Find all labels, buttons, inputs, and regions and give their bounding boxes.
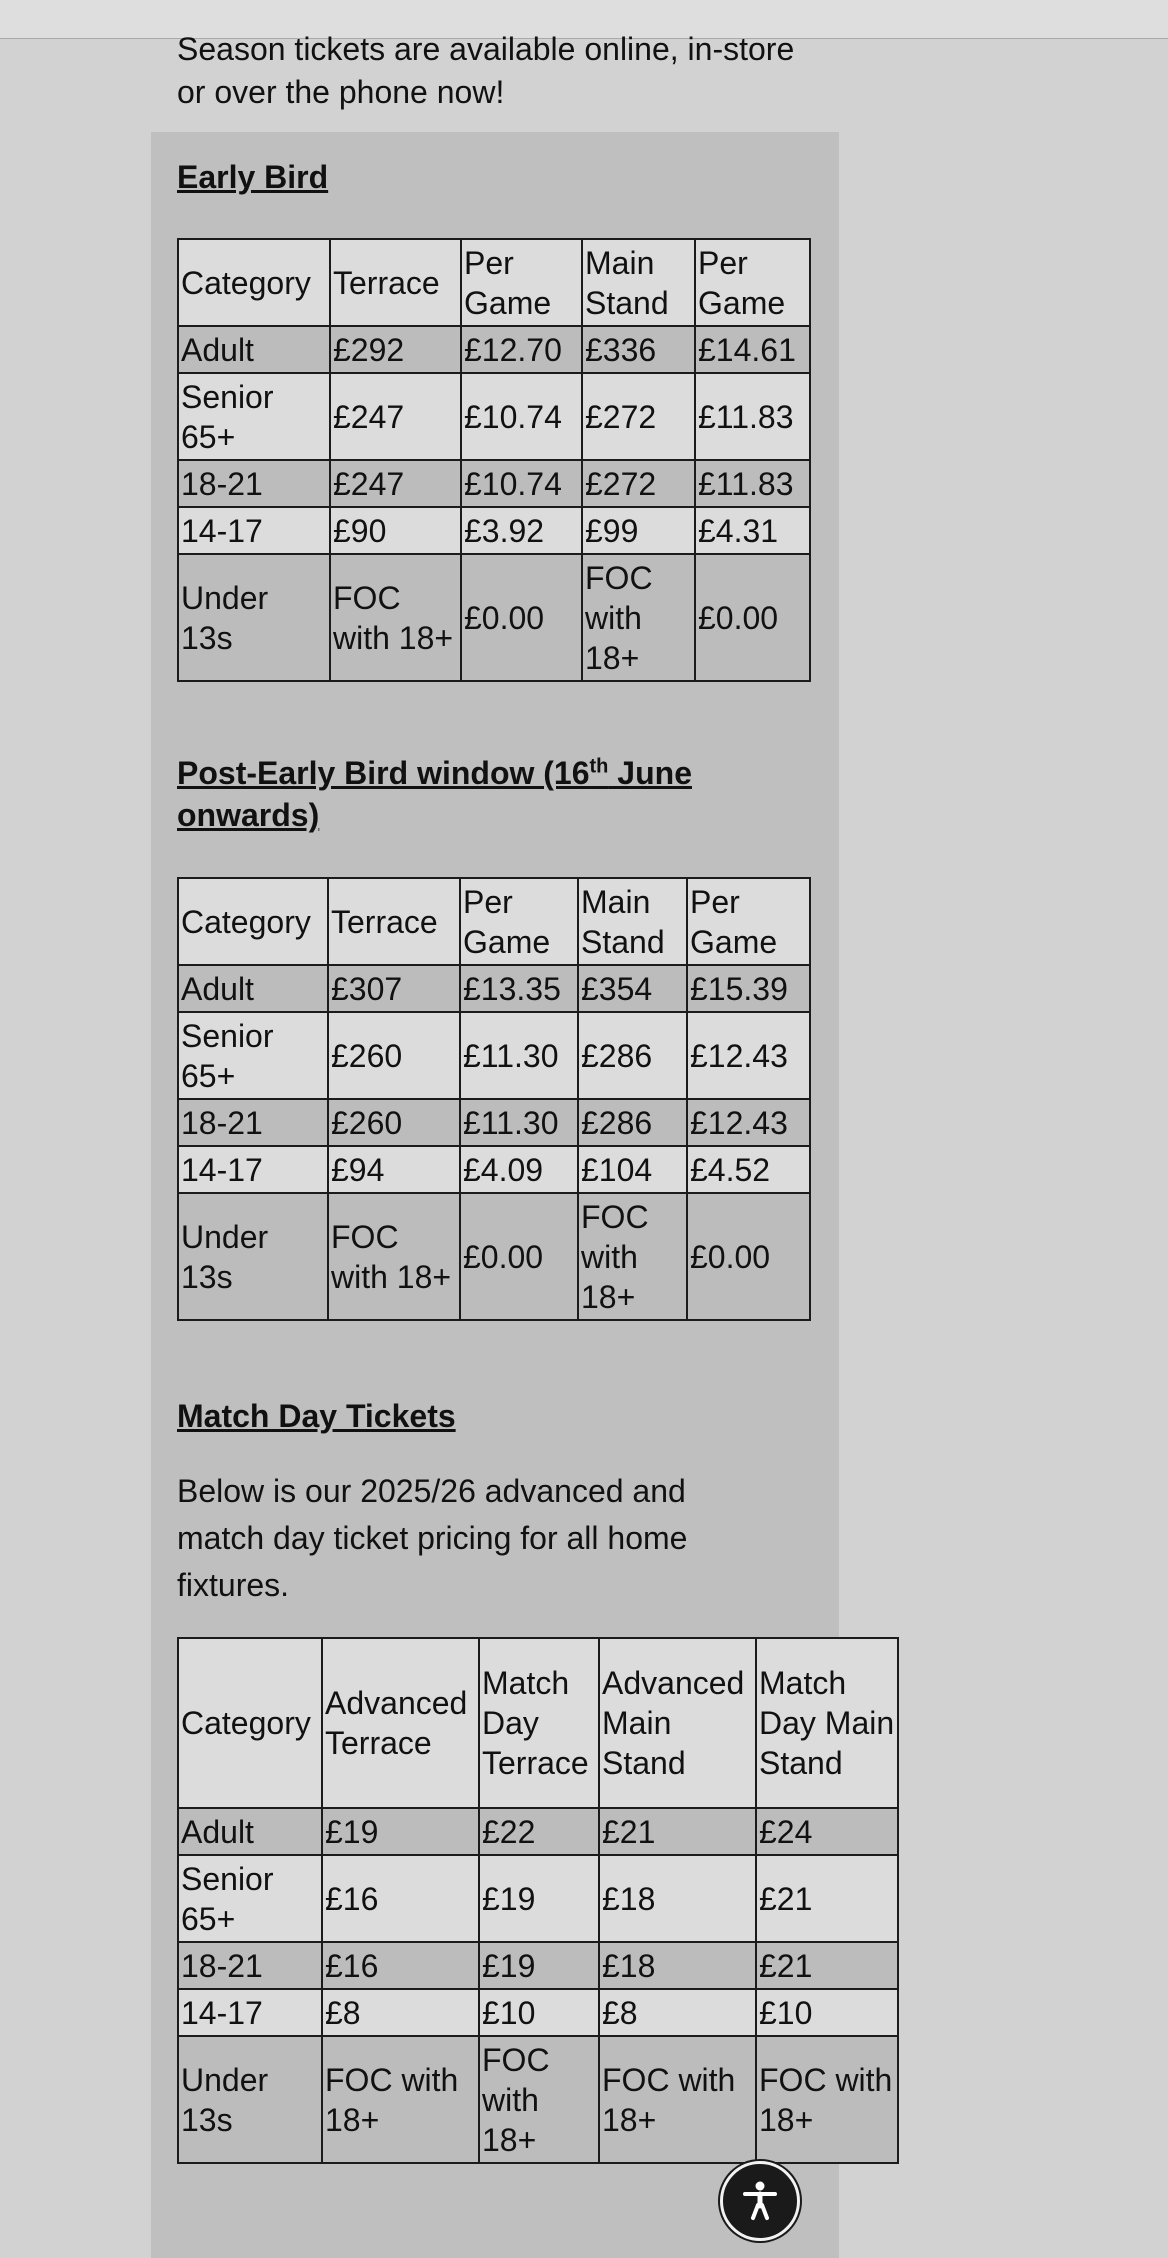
match-day-table [177, 1637, 899, 2164]
table-cell: £12.43 [687, 1012, 810, 1099]
table-row [178, 965, 810, 1012]
table-row [178, 1099, 810, 1146]
table-cell: £286 [578, 1099, 687, 1146]
table-cell: FOC with 18+ [599, 2036, 756, 2163]
post-early-bird-table [177, 877, 811, 1321]
table-cell: £21 [756, 1942, 898, 1989]
table-row [178, 554, 810, 681]
column-header: Match Day Main Stand [756, 1638, 898, 1808]
table-cell: 14-17 [178, 507, 330, 554]
column-header: Main Stand [582, 239, 695, 326]
column-header: Main Stand [578, 878, 687, 965]
column-header: Per Game [461, 239, 582, 326]
table-row [178, 460, 810, 507]
table-cell: Senior 65+ [178, 1855, 322, 1942]
table-row [178, 1808, 898, 1855]
table-cell: Under 13s [178, 1193, 328, 1320]
table-cell: £4.52 [687, 1146, 810, 1193]
table-cell: 18-21 [178, 460, 330, 507]
table-row [178, 1989, 898, 2036]
table-row [178, 1146, 810, 1193]
column-header: Category [178, 1638, 322, 1808]
table-cell: £19 [479, 1855, 599, 1942]
table-cell: £15.39 [687, 965, 810, 1012]
table-cell: £247 [330, 460, 461, 507]
table-cell: Adult [178, 965, 328, 1012]
table-cell: £292 [330, 326, 461, 373]
match-day-description: Below is our 2025/26 advanced and match day ticket pricing for all home fixtures. [177, 1473, 688, 1603]
table-cell: Senior 65+ [178, 1012, 328, 1099]
table-cell: £336 [582, 326, 695, 373]
table-cell: Under 13s [178, 554, 330, 681]
table-cell: FOC with 18+ [479, 2036, 599, 2163]
column-header: Per Game [460, 878, 578, 965]
heading-superscript: th [589, 755, 609, 778]
table-cell: Senior 65+ [178, 373, 330, 460]
column-header: Category [178, 239, 330, 326]
table-cell: £21 [756, 1855, 898, 1942]
table-cell: £18 [599, 1942, 756, 1989]
table-cell: 18-21 [178, 1099, 328, 1146]
table-cell: £272 [582, 373, 695, 460]
table-cell: £21 [599, 1808, 756, 1855]
table-cell: FOC with 18+ [322, 2036, 479, 2163]
post-early-bird-heading [177, 752, 817, 836]
column-header: Category [178, 878, 328, 965]
table-cell: £247 [330, 373, 461, 460]
table-cell: Adult [178, 326, 330, 373]
table-cell: £272 [582, 460, 695, 507]
table-cell: £0.00 [460, 1193, 578, 1320]
table-row [178, 1855, 898, 1942]
column-header: Advanced Terrace [322, 1638, 479, 1808]
table-row [178, 1012, 810, 1099]
early-bird-table [177, 238, 811, 682]
table-row [178, 1193, 810, 1320]
table-cell: Under 13s [178, 2036, 322, 2163]
table-header-row [178, 878, 810, 965]
column-header: Advanced Main Stand [599, 1638, 756, 1808]
table-cell: £16 [322, 1855, 479, 1942]
accessibility-person-icon [737, 2178, 783, 2224]
table-cell: £12.43 [687, 1099, 810, 1146]
table-cell: £22 [479, 1808, 599, 1855]
table-cell: £14.61 [695, 326, 810, 373]
table-row [178, 373, 810, 460]
heading-text: Post-Early Bird window (16 [177, 755, 590, 791]
column-header: Terrace [328, 878, 460, 965]
table-cell: £3.92 [461, 507, 582, 554]
table-row [178, 2036, 898, 2163]
table-cell: £11.30 [460, 1012, 578, 1099]
table-cell: FOC with 18+ [328, 1193, 460, 1320]
table-header-row [178, 239, 810, 326]
table-row [178, 1942, 898, 1989]
table-cell: £13.35 [460, 965, 578, 1012]
season-tickets-intro: Season tickets are available online, in-store or over the phone now! [177, 31, 795, 110]
table-row [178, 326, 810, 373]
table-cell: £12.70 [461, 326, 582, 373]
table-cell: £16 [322, 1942, 479, 1989]
column-header: Per Game [695, 239, 810, 326]
table-cell: £19 [479, 1942, 599, 1989]
table-cell: 14-17 [178, 1989, 322, 2036]
table-cell: £286 [578, 1012, 687, 1099]
table-cell: £0.00 [461, 554, 582, 681]
table-cell: £8 [599, 1989, 756, 2036]
column-header: Terrace [330, 239, 461, 326]
table-cell: £18 [599, 1855, 756, 1942]
accessibility-button[interactable] [720, 2161, 800, 2241]
table-cell: £11.30 [460, 1099, 578, 1146]
table-cell: £0.00 [687, 1193, 810, 1320]
early-bird-heading: Early Bird [177, 159, 329, 195]
table-cell: Adult [178, 1808, 322, 1855]
table-cell: £19 [322, 1808, 479, 1855]
match-day-heading: Match Day Tickets [177, 1398, 456, 1434]
table-cell: £0.00 [695, 554, 810, 681]
match-day-table-scroll[interactable] [177, 1637, 895, 2163]
table-cell: FOC with 18+ [756, 2036, 898, 2163]
table-cell: 18-21 [178, 1942, 322, 1989]
column-header: Match Day Terrace [479, 1638, 599, 1808]
table-cell: £10.74 [461, 460, 582, 507]
table-cell: £11.83 [695, 373, 810, 460]
table-cell: £307 [328, 965, 460, 1012]
table-cell: FOC with 18+ [578, 1193, 687, 1320]
table-cell: 14-17 [178, 1146, 328, 1193]
heading-text: June onwards) [177, 755, 692, 833]
table-cell: £260 [328, 1099, 460, 1146]
column-header: Per Game [687, 878, 810, 965]
table-cell: £104 [578, 1146, 687, 1193]
table-cell: £99 [582, 507, 695, 554]
table-cell: £4.09 [460, 1146, 578, 1193]
table-header-row [178, 1638, 898, 1808]
table-cell: £11.83 [695, 460, 810, 507]
table-cell: £90 [330, 507, 461, 554]
table-cell: £354 [578, 965, 687, 1012]
table-cell: FOC with 18+ [582, 554, 695, 681]
table-cell: £24 [756, 1808, 898, 1855]
table-cell: £4.31 [695, 507, 810, 554]
table-cell: £10.74 [461, 373, 582, 460]
table-cell: £94 [328, 1146, 460, 1193]
table-cell: £8 [322, 1989, 479, 2036]
table-cell: FOC with 18+ [330, 554, 461, 681]
table-cell: £260 [328, 1012, 460, 1099]
table-row [178, 507, 810, 554]
table-cell: £10 [756, 1989, 898, 2036]
table-cell: £10 [479, 1989, 599, 2036]
